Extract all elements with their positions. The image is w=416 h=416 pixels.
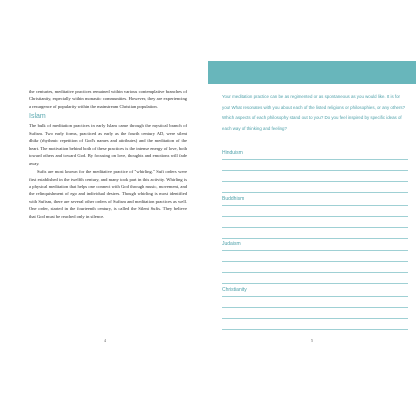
writing-line[interactable] <box>222 216 408 217</box>
section-heading-islam: Islam <box>29 113 46 121</box>
section-label: Judaism <box>222 241 241 247</box>
writing-line[interactable] <box>222 261 408 262</box>
section-label: Christianity <box>222 287 247 293</box>
body-paragraph: The bulk of meditation practices in early Islam came through the mystical branch of Sufism. Two early forms, practiced as early as the fourth century AD, were silent dhikr (rhythmic repetition of God's names and attributes) and the meditation of the heart. The motivation behind both of these practices is the intense energy of love, both toward others and toward God. By focusing on love, thoughts and emotions will fade away. <box>29 123 187 166</box>
writing-line[interactable] <box>222 181 408 182</box>
page-number: 5 <box>311 338 313 343</box>
intro-paragraph: the centuries, meditative practices remained within various contemplative branches of Christianity, especially within monastic communities. However, they are experiencing a resurgence of popularity within the mainstream Christian population. <box>29 89 187 109</box>
body-paragraph: Sufis are most known for the meditative practice of "whirling." Sufi orders were first established in the twelfth century, and many took part in this activity. Whirling is a physical meditation that helps one connect with God through music, movement, and the relinquishment of ego and individual desires. Though whirling is most identified with Sufism, there are several other orders of Sufism and meditation practices as well. One order, started in the fourteenth century, is called the Silent Sufis. They believe that God must be reached only in silence. <box>29 169 187 219</box>
writing-line[interactable] <box>222 318 408 319</box>
writing-line[interactable] <box>222 296 408 297</box>
right-page <box>208 0 416 416</box>
section-label: Buddhism <box>222 196 245 202</box>
writing-line[interactable] <box>222 192 408 193</box>
writing-line[interactable] <box>222 170 408 171</box>
page-number: 4 <box>104 338 106 343</box>
section-christianity <box>222 287 408 340</box>
section-label: Hinduism <box>222 150 243 156</box>
journal-prompt: Your meditation practice can be as regimented or as spontaneous as you would like. It is for you! What resonates with you about each of the listed religions or philosophies, or any others? Which aspects of each philosophy stand out to you? Do you feel inspired by specific ideas of each way of thinking and feeling? <box>222 94 406 131</box>
writing-line[interactable] <box>222 159 408 160</box>
writing-line[interactable] <box>222 227 408 228</box>
writing-line[interactable] <box>222 307 408 308</box>
writing-line[interactable] <box>222 283 408 284</box>
writing-line[interactable] <box>222 250 408 251</box>
writing-line[interactable] <box>222 205 408 206</box>
left-page-body <box>29 88 187 220</box>
writing-line[interactable] <box>222 272 408 273</box>
writing-line[interactable] <box>222 329 408 330</box>
writing-line[interactable] <box>222 238 408 239</box>
header-color-band <box>208 61 416 84</box>
